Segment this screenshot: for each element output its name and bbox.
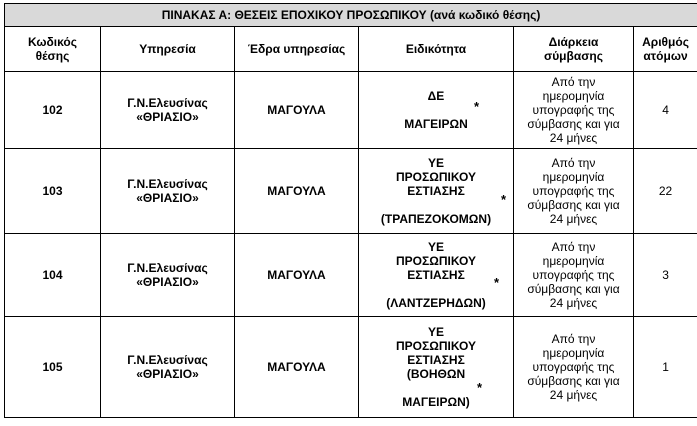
cell-code: 104 xyxy=(5,234,101,317)
duration-line1: Από την xyxy=(551,240,596,254)
cell-specialty xyxy=(359,149,514,234)
cell-code: 105 xyxy=(5,317,101,418)
duration-line2: ημερομηνία xyxy=(542,254,605,268)
duration-line1: Από την xyxy=(551,332,596,346)
table-title: ΠΙΝΑΚΑΣ Α: ΘΕΣΕΙΣ ΕΠΟΧΙΚΟΥ ΠΡΟΣΩΠΙΚΟΥ (ανά κωδικό θέσης) xyxy=(5,4,697,27)
specialty-line1: ΔΕ xyxy=(427,89,445,103)
header-count xyxy=(634,27,697,72)
specialty-line2: ΠΡΟΣΩΠΙΚΟΥ xyxy=(396,254,476,268)
duration-line3: υπογραφής της xyxy=(532,360,615,374)
specialty-line4: (ΤΡΑΠΕΖΟΚΟΜΩΝ) xyxy=(380,212,492,226)
duration-line3: υπογραφής της xyxy=(532,103,615,117)
cell-count: 4 xyxy=(634,72,697,149)
cell-code: 102 xyxy=(5,72,101,149)
table-title-row xyxy=(5,4,697,27)
duration-line5: 24 μήνες xyxy=(549,131,598,145)
cell-service xyxy=(101,149,235,234)
cell-count: 3 xyxy=(634,234,697,317)
specialty-line2: ΠΡΟΣΩΠΙΚΟΥ xyxy=(396,170,476,184)
cell-duration xyxy=(514,317,634,418)
duration-line5: 24 μήνες xyxy=(549,388,598,402)
duration-line3: υπογραφής της xyxy=(532,268,615,282)
duration-line1: Από την xyxy=(551,156,596,170)
cell-specialty xyxy=(359,317,514,418)
header-duration-line1: Διάρκεια xyxy=(548,35,599,49)
specialty-line5: ΜΑΓΕΙΡΩΝ) xyxy=(402,395,470,409)
duration-line5: 24 μήνες xyxy=(549,212,598,226)
specialty-line2: ΠΡΟΣΩΠΙΚΟΥ xyxy=(396,339,476,353)
header-specialty: Ειδικότητα xyxy=(359,27,514,72)
header-duration-line2: σύμβασης xyxy=(543,49,603,63)
specialty-line1: ΥΕ xyxy=(427,325,444,339)
duration-line2: ημερομηνία xyxy=(542,170,605,184)
specialty-line1: ΥΕ xyxy=(427,240,444,254)
cell-duration xyxy=(514,149,634,234)
specialty-line1: ΥΕ xyxy=(427,156,444,170)
duration-line5: 24 μήνες xyxy=(549,296,598,310)
cell-seat: ΜΑΓΟΥΛΑ xyxy=(235,72,359,149)
service-line1: Γ.Ν.Ελευσίνας xyxy=(127,261,208,275)
cell-seat: ΜΑΓΟΥΛΑ xyxy=(235,317,359,418)
positions-table xyxy=(4,3,697,418)
duration-line4: σύμβασης και για xyxy=(527,117,620,131)
cell-duration xyxy=(514,72,634,149)
specialty-line2: ΜΑΓΕΙΡΩΝ xyxy=(404,117,468,131)
header-code xyxy=(5,27,101,72)
cell-duration xyxy=(514,234,634,317)
cell-service xyxy=(101,72,235,149)
duration-line4: σύμβασης και για xyxy=(527,374,620,388)
cell-service xyxy=(101,317,235,418)
table-row xyxy=(5,149,697,234)
table-row xyxy=(5,234,697,317)
service-line2: «ΘΡΙΑΣΙΟ» xyxy=(136,367,199,381)
header-duration xyxy=(514,27,634,72)
asterisk-mark: * xyxy=(501,192,507,207)
cell-specialty xyxy=(359,72,514,149)
header-count-line2: ατόμων xyxy=(643,49,688,63)
duration-line3: υπογραφής της xyxy=(532,184,615,198)
specialty-line3: ΕΣΤΙΑΣΗΣ xyxy=(407,353,465,367)
duration-line2: ημερομηνία xyxy=(542,346,605,360)
duration-line4: σύμβασης και για xyxy=(527,198,620,212)
specialty-line3: ΕΣΤΙΑΣΗΣ xyxy=(407,268,465,282)
service-line1: Γ.Ν.Ελευσίνας xyxy=(127,177,208,191)
service-line2: «ΘΡΙΑΣΙΟ» xyxy=(136,191,199,205)
cell-seat: ΜΑΓΟΥΛΑ xyxy=(235,149,359,234)
cell-count: 22 xyxy=(634,149,697,234)
header-row xyxy=(5,27,697,72)
service-line2: «ΘΡΙΑΣΙΟ» xyxy=(136,275,199,289)
table-row xyxy=(5,317,697,418)
table-row xyxy=(5,72,697,149)
header-code-line2: θέσης xyxy=(35,49,70,63)
header-count-line1: Αριθμός xyxy=(642,35,689,49)
asterisk-mark: * xyxy=(494,275,500,290)
cell-count: 1 xyxy=(634,317,697,418)
header-code-line1: Κωδικός xyxy=(27,35,77,49)
cell-code: 103 xyxy=(5,149,101,234)
specialty-line4: (ΛΑΝΤΖΕΡΗΔΩΝ) xyxy=(386,296,486,310)
duration-line4: σύμβασης και για xyxy=(527,282,620,296)
service-line1: Γ.Ν.Ελευσίνας xyxy=(127,96,208,110)
header-service: Υπηρεσία xyxy=(101,27,235,72)
cell-seat: ΜΑΓΟΥΛΑ xyxy=(235,234,359,317)
specialty-line4: (ΒΟΗΘΩΝ xyxy=(406,367,466,381)
header-seat: Έδρα υπηρεσίας xyxy=(235,27,359,72)
asterisk-mark: * xyxy=(474,99,480,114)
cell-service xyxy=(101,234,235,317)
service-line2: «ΘΡΙΑΣΙΟ» xyxy=(136,110,199,124)
specialty-line3: ΕΣΤΙΑΣΗΣ xyxy=(407,184,465,198)
asterisk-mark: * xyxy=(477,380,483,395)
service-line1: Γ.Ν.Ελευσίνας xyxy=(127,353,208,367)
duration-line1: Από την xyxy=(551,75,596,89)
duration-line2: ημερομηνία xyxy=(542,89,605,103)
cell-specialty xyxy=(359,234,514,317)
